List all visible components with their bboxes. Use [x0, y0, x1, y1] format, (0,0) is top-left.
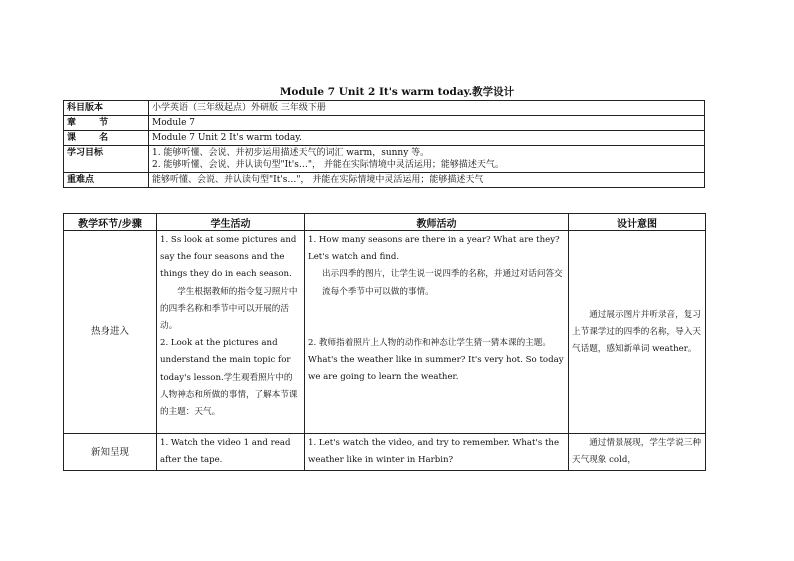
stage-presentation: 新知呈现: [64, 434, 157, 471]
chapter-label: 章 节: [64, 116, 149, 131]
student-step-2: 2. Look at the pictures and understand the main topic for today's lesson.学生观看照片中的人物神态和所做的事情，了解本节课的主题：天气。: [160, 338, 298, 418]
design-intent-presentation: 通过情景展现，学生学说三种天气现象 cold，: [569, 434, 706, 471]
teacher-step-2: 2. 教师指着照片上人物的动作和神态让学生猜一猜本课的主题。What's the weather like in summer? It's very hot. So today we are going to learn the weather.: [308, 337, 564, 383]
goal-2: 2. 能够听懂、会说、并认读句型"It's…"， 并能在实际情境中灵活运用；能够描述天气。: [152, 160, 504, 170]
info-row-subject: [64, 101, 705, 116]
key-label: 重难点: [64, 173, 149, 188]
header-stage: 教学环节/步骤: [64, 214, 157, 231]
header-teacher: 教师活动: [305, 214, 569, 231]
student-step-1-zh: 学生根据教师的指令复习照片中的四季名称和季节中可以开展的活动。: [160, 286, 298, 332]
student-activity-warmup: [157, 231, 305, 434]
design-intent-warmup: 通过展示图片并听录音，复习上节课学过的四季的名称，导入天气话题，感知新单词 weather。: [569, 231, 706, 434]
teacher-activity-warmup: [305, 231, 569, 434]
goal-1: 1. 能够听懂、会说、并初步运用描述天气的词汇 warm，sunny 等。: [152, 148, 430, 158]
plan-row-presentation: [64, 434, 706, 471]
info-row-chapter: [64, 116, 705, 131]
spacer: [308, 301, 565, 335]
student-step-1: 1. Ss look at some pictures and say the four seasons and the things they do in each season.: [160, 235, 297, 280]
key-value: 能够听懂、会说、并认读句型"It's…"， 并能在实际情境中灵活运用；能够描述天气: [149, 173, 705, 188]
header-student: 学生活动: [157, 214, 305, 231]
document-title: Module 7 Unit 2 It's warm today.教学设计: [279, 86, 515, 98]
goals-label: 学习目标: [64, 146, 149, 173]
subject-label: 科目版本: [64, 101, 149, 116]
info-row-goals: [64, 146, 705, 173]
teacher-step-1: 1. How many seasons are there in a year? What are they? Let's watch and find.: [308, 235, 560, 263]
info-table: [63, 100, 705, 188]
lesson-value: Module 7 Unit 2 It's warm today.: [149, 131, 705, 146]
info-row-key: [64, 173, 705, 188]
plan-header-row: [64, 214, 706, 231]
stage-warmup: 热身进入: [64, 231, 157, 434]
plan-row-warmup: [64, 231, 706, 434]
student-activity-presentation: 1. Watch the video 1 and read after the tape.: [157, 434, 305, 471]
goals-value: [149, 146, 705, 173]
chapter-value: Module 7: [149, 116, 705, 131]
subject-value: 小学英语（三年级起点）外研版 三年级下册: [149, 101, 705, 116]
teacher-activity-presentation: 1. Let's watch the video, and try to remember. What's the weather like in winter in Harbin?: [305, 434, 569, 471]
info-row-lesson: [64, 131, 705, 146]
teacher-step-1-zh: 出示四季的图片，让学生说一说四季的名称，并通过对话问答交流每个季节中可以做的事情。: [322, 269, 563, 297]
lesson-label: 课 名: [64, 131, 149, 146]
lesson-plan-table: [63, 213, 706, 471]
header-design: 设计意图: [569, 214, 706, 231]
